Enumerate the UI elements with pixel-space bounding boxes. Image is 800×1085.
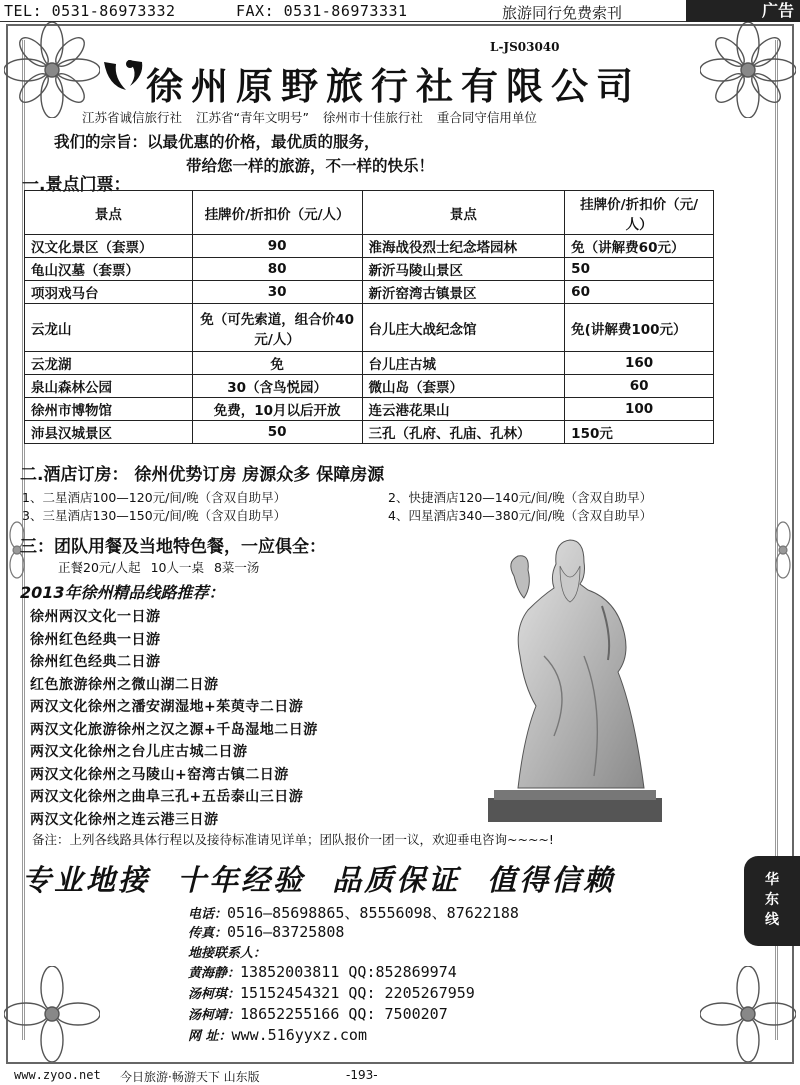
page-number: -193- bbox=[346, 1068, 378, 1082]
table-row bbox=[25, 258, 714, 281]
table-cell: 微山岛（套票） bbox=[362, 375, 565, 398]
table-header-cell: 景点 bbox=[25, 191, 193, 235]
page-footer bbox=[0, 1068, 800, 1085]
list-item: 两汉文化徐州之台儿庄古城二日游 bbox=[30, 744, 248, 760]
table-cell: 云龙湖 bbox=[25, 352, 193, 375]
ad-label: 广告 bbox=[686, 0, 800, 22]
hotel-item: 4、四星酒店340—380元/间/晚（含双自助早） bbox=[388, 508, 653, 523]
license-number: L-JS03040 bbox=[490, 40, 560, 54]
table-cell: 沛县汉城景区 bbox=[25, 421, 193, 444]
table-cell: 台儿庄古城 bbox=[362, 352, 565, 375]
contact-person bbox=[188, 983, 475, 1002]
person-info: 18652255166 QQ: 7500207 bbox=[240, 1005, 448, 1023]
contact-fax-line bbox=[188, 922, 344, 941]
list-item: 徐州红色经典一日游 bbox=[30, 631, 161, 648]
list-item: 两汉文化徐州之曲阜三孔+五岳泰山三日游 bbox=[30, 789, 304, 805]
web-value: www.516yyxz.com bbox=[231, 1026, 367, 1044]
side-tab-char: 东 bbox=[765, 892, 779, 908]
routes-section-title: 2013年徐州精品线路推荐： bbox=[20, 583, 225, 602]
table-cell: 徐州市博物馆 bbox=[25, 398, 193, 421]
table-row bbox=[25, 304, 714, 352]
meals-section-title: 三：团队用餐及当地特色餐，一应俱全： bbox=[20, 537, 326, 557]
tickets-section-title: 一.景点门票： bbox=[22, 175, 131, 195]
top-tel: TEL: 0531-86973332 bbox=[4, 2, 176, 20]
table-cell: 60 bbox=[565, 281, 714, 304]
table-cell: 免（可先索道，组合价40元/人） bbox=[192, 304, 362, 352]
list-item: 红色旅游徐州之微山湖二日游 bbox=[30, 676, 219, 693]
contact-people-label-line bbox=[188, 942, 266, 961]
table-cell: 连云港花果山 bbox=[362, 398, 565, 421]
table-header-cell: 景点 bbox=[362, 191, 565, 235]
meals-detail: 正餐20元/人起 10人一桌 8菜一汤 bbox=[58, 560, 260, 575]
company-honors: 江苏省诚信旅行社 江苏省“青年文明号” 徐州市十佳旅行社 重合同守信用单位 bbox=[82, 110, 537, 125]
phone-value: 0516—85698865、85556098、87622188 bbox=[227, 904, 519, 922]
company-name: 徐州原野旅行社有限公司 bbox=[146, 64, 641, 108]
fax-label: 传真： bbox=[188, 926, 228, 941]
table-cell: 50 bbox=[565, 258, 714, 281]
table-cell: 新沂窑湾古镇景区 bbox=[362, 281, 565, 304]
table-cell: 100 bbox=[565, 398, 714, 421]
table-cell: 淮海战役烈士纪念塔园林 bbox=[362, 235, 565, 258]
table-cell: 160 bbox=[565, 352, 714, 375]
table-cell: 30（含鸟悦园） bbox=[192, 375, 362, 398]
phone-label: 电话： bbox=[188, 907, 228, 922]
hotel-item: 1、二星酒店100—120元/间/晚（含双自助早） bbox=[22, 490, 287, 505]
table-cell: 汉文化景区（套票） bbox=[25, 235, 193, 258]
table-cell: 新沂马陵山景区 bbox=[362, 258, 565, 281]
hotels-section-title: 二.酒店订房： 徐州优势订房 房源众多 保障房源 bbox=[20, 465, 385, 485]
table-row bbox=[25, 235, 714, 258]
slogan: 专业地接 十年经验 品质保证 值得信赖 bbox=[22, 863, 616, 897]
list-item: 两汉文化旅游徐州之汉之源+千岛湿地二日游 bbox=[30, 721, 318, 738]
person-info: 13852003811 QQ:852869974 bbox=[240, 963, 457, 981]
flower-ornament-icon bbox=[768, 520, 798, 580]
table-cell: 云龙山 bbox=[25, 304, 193, 352]
person-name: 汤柯靖： bbox=[188, 1008, 241, 1023]
people-label: 地接联系人： bbox=[188, 946, 267, 961]
footer-site: www.zyoo.net bbox=[14, 1068, 101, 1082]
routes-note: 备注：上列各线路具体行程以及接待标准请见详单；团队报价一团一议，欢迎垂电咨询~~~~! bbox=[32, 832, 554, 847]
table-row bbox=[25, 421, 714, 444]
motto-line-2: 带给您一样的旅游，不一样的快乐！ bbox=[186, 157, 435, 175]
table-row bbox=[25, 352, 714, 375]
footer-paper: 今日旅游·畅游天下 山东版 bbox=[120, 1070, 260, 1084]
contact-person bbox=[188, 1004, 448, 1023]
flower-ornament-icon bbox=[4, 966, 100, 1062]
side-tab-char: 线 bbox=[765, 912, 779, 928]
table-cell: 150元 bbox=[565, 421, 714, 444]
top-index: 旅游同行免费索刊 bbox=[502, 4, 623, 22]
contact-person bbox=[188, 962, 457, 981]
list-item: 两汉文化徐州之潘安湖湿地+茱萸寺二日游 bbox=[30, 699, 304, 715]
flower-ornament-icon bbox=[700, 966, 796, 1062]
top-bar bbox=[0, 0, 800, 22]
table-header-row bbox=[25, 191, 714, 235]
person-info: 15152454321 QQ: 2205267959 bbox=[240, 984, 475, 1002]
table-cell: 项羽戏马台 bbox=[25, 281, 193, 304]
table-header-cell: 挂牌价/折扣价（元/人） bbox=[565, 191, 714, 235]
contact-phone-line bbox=[188, 902, 519, 923]
company-logo-icon bbox=[100, 56, 146, 96]
table-row bbox=[25, 398, 714, 421]
person-name: 黄海静： bbox=[188, 966, 241, 981]
list-item: 徐州两汉文化一日游 bbox=[30, 609, 161, 625]
table-cell: 免 bbox=[192, 352, 362, 375]
flower-ornament-icon bbox=[4, 22, 100, 118]
table-cell: 三孔（孔府、孔庙、孔林） bbox=[362, 421, 565, 444]
table-cell: 免(讲解费100元） bbox=[565, 304, 714, 352]
table-row bbox=[25, 281, 714, 304]
contact-web-line bbox=[188, 1025, 367, 1044]
list-item: 两汉文化徐州之马陵山+窑湾古镇二日游 bbox=[30, 766, 289, 783]
ticket-price-table bbox=[24, 190, 714, 444]
hotel-item: 3、三星酒店130—150元/间/晚（含双自助早） bbox=[22, 508, 287, 523]
web-label: 网 址： bbox=[188, 1029, 232, 1044]
routes-list bbox=[30, 606, 318, 831]
fax-value: 0516—83725808 bbox=[227, 923, 345, 941]
list-item: 两汉文化徐州之连云港三日游 bbox=[30, 811, 219, 828]
person-name: 汤柯琪： bbox=[188, 987, 241, 1002]
table-cell: 30 bbox=[192, 281, 362, 304]
table-cell: 90 bbox=[192, 235, 362, 258]
list-item: 徐州红色经典二日游 bbox=[30, 654, 161, 670]
table-cell: 免（讲解费60元） bbox=[565, 235, 714, 258]
statue-image bbox=[484, 536, 666, 826]
top-fax: FAX: 0531-86973331 bbox=[236, 2, 408, 20]
table-cell: 台儿庄大战纪念馆 bbox=[362, 304, 565, 352]
side-tab-char: 华 bbox=[765, 872, 779, 888]
table-cell: 免费，10月以后开放 bbox=[192, 398, 362, 421]
table-cell: 60 bbox=[565, 375, 714, 398]
table-cell: 龟山汉墓（套票） bbox=[25, 258, 193, 281]
hotel-item: 2、快捷酒店120—140元/间/晚（含双自助早） bbox=[388, 490, 653, 505]
table-cell: 50 bbox=[192, 421, 362, 444]
motto-line-1: 我们的宗旨：以最优惠的价格，最优质的服务， bbox=[54, 133, 380, 151]
table-row bbox=[25, 375, 714, 398]
region-side-tab bbox=[744, 856, 800, 946]
table-header-cell: 挂牌价/折扣价（元/人） bbox=[192, 191, 362, 235]
table-cell: 80 bbox=[192, 258, 362, 281]
flower-ornament-icon bbox=[700, 22, 796, 118]
table-cell: 泉山森林公园 bbox=[25, 375, 193, 398]
